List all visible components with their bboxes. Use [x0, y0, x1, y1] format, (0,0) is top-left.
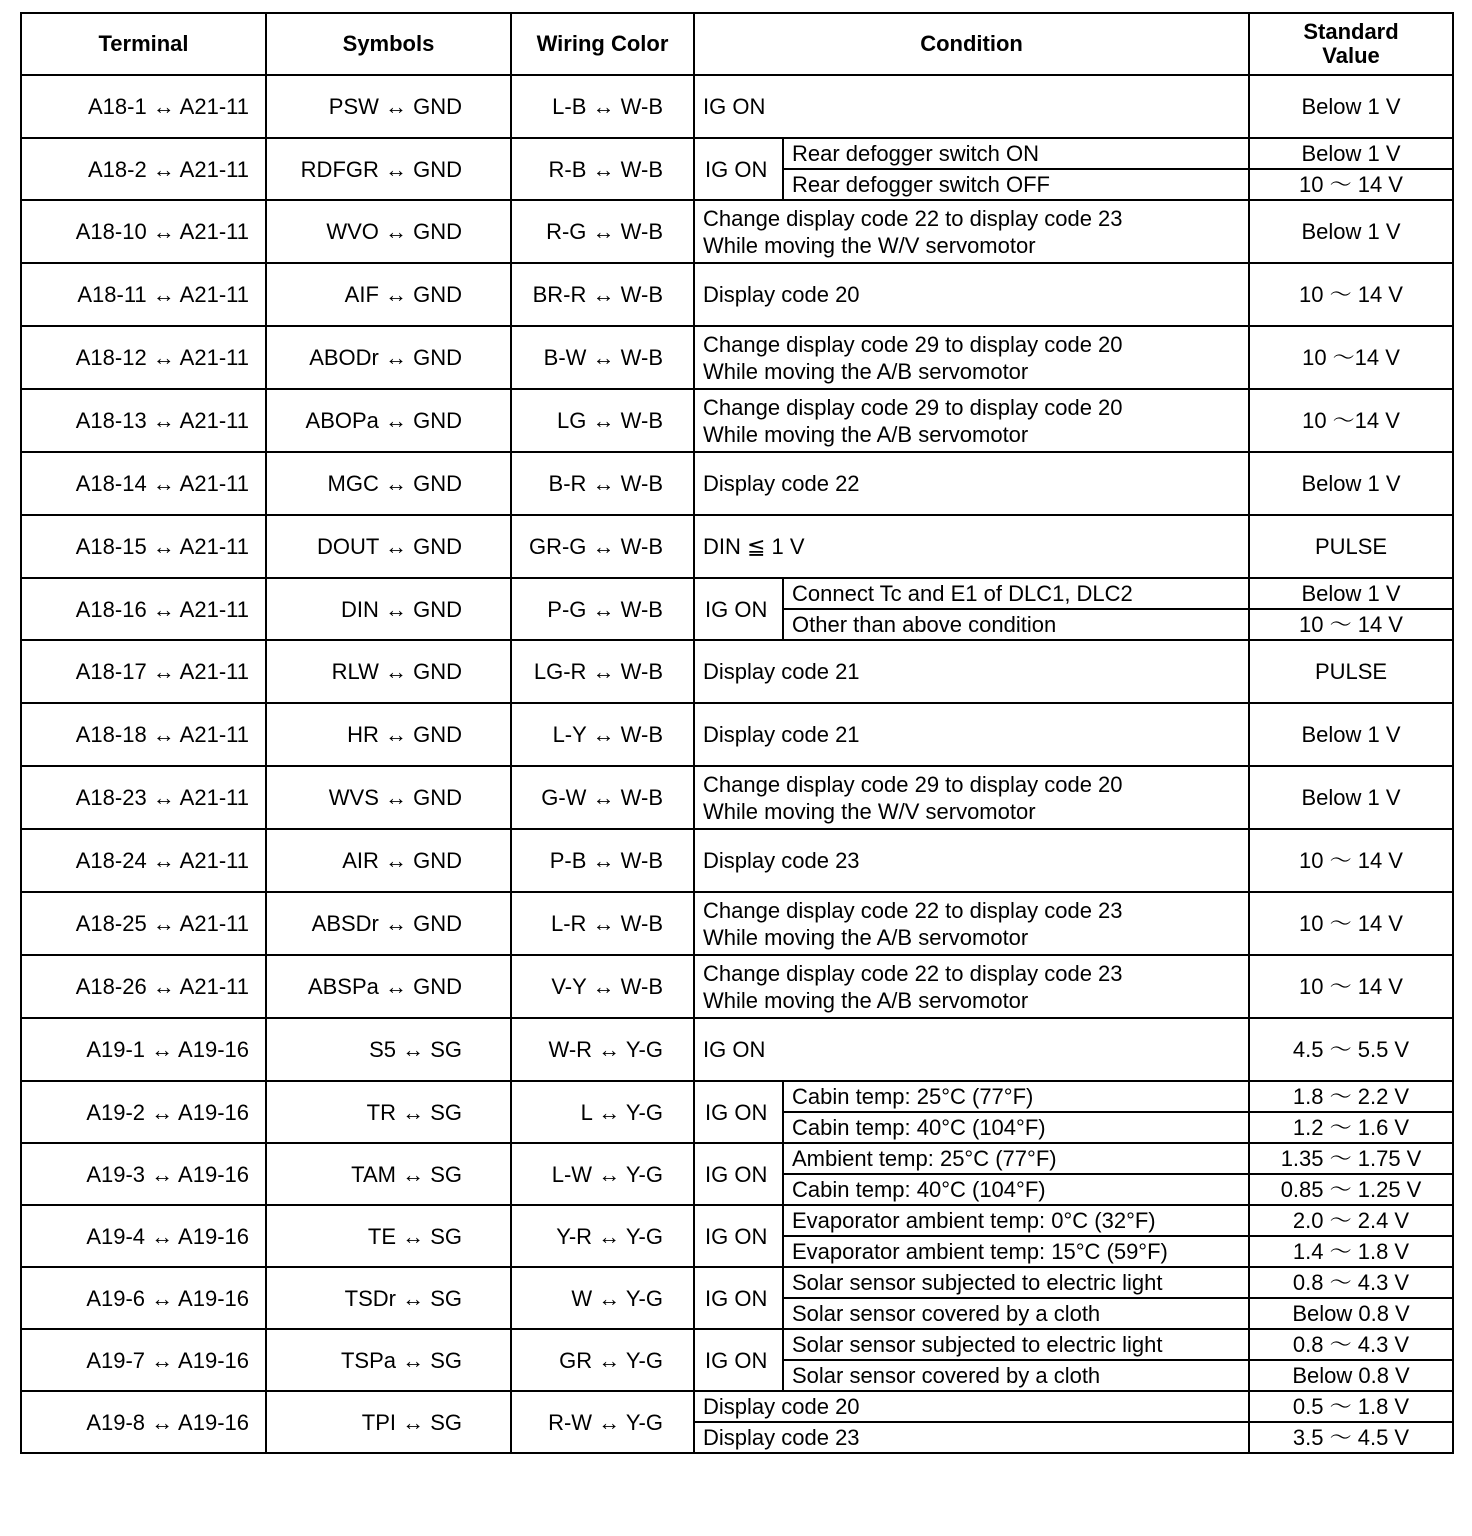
condition-cell: Change display code 22 to display code 23 While moving the A/B servomotor: [694, 892, 1249, 955]
condition-prefix-cell: IG ON: [694, 578, 783, 640]
wiring-color-cell: GR ↔ Y-G: [511, 1329, 694, 1391]
table-row: [21, 452, 1453, 515]
standard-value-cell: Below 0.8 V: [1249, 1360, 1453, 1391]
table-row: [21, 578, 1453, 609]
condition-cell: Display code 21: [694, 703, 1249, 766]
sub-condition-cell: Evaporator ambient temp: 15°C (59°F): [783, 1236, 1249, 1267]
symbols-cell: S5 ↔ SG: [266, 1018, 511, 1081]
standard-value-cell: 10 ～ 14 V: [1249, 829, 1453, 892]
sub-condition-cell: Cabin temp: 25°C (77°F): [783, 1081, 1249, 1112]
sub-condition-cell: Solar sensor covered by a cloth: [783, 1360, 1249, 1391]
condition-cell: Change display code 22 to display code 23 While moving the W/V servomotor: [694, 200, 1249, 263]
wiring-color-cell: R-B ↔ W-B: [511, 138, 694, 200]
condition-cell: Change display code 29 to display code 20 While moving the W/V servomotor: [694, 766, 1249, 829]
symbols-cell: ABOPa ↔ GND: [266, 389, 511, 452]
wiring-color-cell: GR-G ↔ W-B: [511, 515, 694, 578]
terminal-cell: A19-6 ↔ A19-16: [21, 1267, 266, 1329]
condition-cell: Display code 22: [694, 452, 1249, 515]
table-row: [21, 1329, 1453, 1360]
wiring-color-cell: R-G ↔ W-B: [511, 200, 694, 263]
symbols-cell: DIN ↔ GND: [266, 578, 511, 640]
standard-value-cell: 1.8 ～ 2.2 V: [1249, 1081, 1453, 1112]
wiring-color-cell: W-R ↔ Y-G: [511, 1018, 694, 1081]
wiring-color-cell: LG-R ↔ W-B: [511, 640, 694, 703]
terminal-cell: A19-3 ↔ A19-16: [21, 1143, 266, 1205]
wiring-color-cell: L-B ↔ W-B: [511, 75, 694, 138]
symbols-cell: ABSPa ↔ GND: [266, 955, 511, 1018]
standard-value-cell: Below 0.8 V: [1249, 1298, 1453, 1329]
condition-prefix-cell: IG ON: [694, 138, 783, 200]
standard-value-cell: 10 ～ 14 V: [1249, 955, 1453, 1018]
terminal-cell: A18-2 ↔ A21-11: [21, 138, 266, 200]
table-row: [21, 892, 1453, 955]
condition-prefix-cell: IG ON: [694, 1205, 783, 1267]
symbols-cell: AIR ↔ GND: [266, 829, 511, 892]
condition-cell: Change display code 22 to display code 23 While moving the A/B servomotor: [694, 955, 1249, 1018]
symbols-cell: TPI ↔ SG: [266, 1391, 511, 1453]
table-row: [21, 829, 1453, 892]
standard-value-cell: 0.85 ～ 1.25 V: [1249, 1174, 1453, 1205]
symbols-cell: RDFGR ↔ GND: [266, 138, 511, 200]
standard-value-cell: 10 ～ 14 V: [1249, 263, 1453, 326]
table-row: [21, 200, 1453, 263]
terminal-cell: A18-18 ↔ A21-11: [21, 703, 266, 766]
terminal-cell: A18-13 ↔ A21-11: [21, 389, 266, 452]
sub-condition-cell: Connect Tc and E1 of DLC1, DLC2: [783, 578, 1249, 609]
condition-cell: Change display code 29 to display code 20 While moving the A/B servomotor: [694, 389, 1249, 452]
standard-value-cell: 2.0 ～ 2.4 V: [1249, 1205, 1453, 1236]
symbols-cell: TSPa ↔ SG: [266, 1329, 511, 1391]
symbols-cell: TE ↔ SG: [266, 1205, 511, 1267]
symbols-cell: ABODr ↔ GND: [266, 326, 511, 389]
condition-cell: IG ON: [694, 1018, 1249, 1081]
sub-condition-cell: Solar sensor covered by a cloth: [783, 1298, 1249, 1329]
standard-value-cell: 10 ～ 14 V: [1249, 892, 1453, 955]
wiring-color-cell: L-W ↔ Y-G: [511, 1143, 694, 1205]
condition-cell: DIN ≦ 1 V: [694, 515, 1249, 578]
header-terminal: Terminal: [21, 13, 266, 75]
terminal-cell: A19-7 ↔ A19-16: [21, 1329, 266, 1391]
standard-value-cell: Below 1 V: [1249, 75, 1453, 138]
terminal-cell: A18-24 ↔ A21-11: [21, 829, 266, 892]
standard-value-cell: 10 ～ 14 V: [1249, 169, 1453, 200]
table-row: [21, 1143, 1453, 1174]
terminal-cell: A18-12 ↔ A21-11: [21, 326, 266, 389]
symbols-cell: AIF ↔ GND: [266, 263, 511, 326]
standard-value-cell: Below 1 V: [1249, 200, 1453, 263]
sub-condition-cell: Solar sensor subjected to electric light: [783, 1329, 1249, 1360]
wiring-color-cell: V-Y ↔ W-B: [511, 955, 694, 1018]
table-body: [21, 75, 1453, 1453]
wiring-color-cell: R-W ↔ Y-G: [511, 1391, 694, 1453]
symbols-cell: TAM ↔ SG: [266, 1143, 511, 1205]
standard-value-cell: PULSE: [1249, 640, 1453, 703]
condition-cell: Change display code 29 to display code 20 While moving the A/B servomotor: [694, 326, 1249, 389]
terminal-standard-value-table: [20, 12, 1454, 1454]
symbols-cell: RLW ↔ GND: [266, 640, 511, 703]
symbols-cell: WVS ↔ GND: [266, 766, 511, 829]
terminal-cell: A18-15 ↔ A21-11: [21, 515, 266, 578]
table-row: [21, 515, 1453, 578]
table-row: [21, 1205, 1453, 1236]
table-row: [21, 955, 1453, 1018]
wiring-color-cell: L-Y ↔ W-B: [511, 703, 694, 766]
table-row: [21, 1391, 1453, 1422]
wiring-color-cell: P-B ↔ W-B: [511, 829, 694, 892]
standard-value-cell: 0.8 ～ 4.3 V: [1249, 1329, 1453, 1360]
standard-value-cell: 10 ～ 14 V: [1249, 609, 1453, 640]
standard-value-cell: 0.8 ～ 4.3 V: [1249, 1267, 1453, 1298]
standard-value-cell: 1.4 ～ 1.8 V: [1249, 1236, 1453, 1267]
symbols-cell: WVO ↔ GND: [266, 200, 511, 263]
wiring-color-cell: B-W ↔ W-B: [511, 326, 694, 389]
terminal-cell: A19-1 ↔ A19-16: [21, 1018, 266, 1081]
wiring-color-cell: B-R ↔ W-B: [511, 452, 694, 515]
terminal-cell: A18-10 ↔ A21-11: [21, 200, 266, 263]
terminal-cell: A18-25 ↔ A21-11: [21, 892, 266, 955]
header-wiring-color: Wiring Color: [511, 13, 694, 75]
terminal-cell: A19-4 ↔ A19-16: [21, 1205, 266, 1267]
terminal-cell: A18-1 ↔ A21-11: [21, 75, 266, 138]
wiring-color-cell: LG ↔ W-B: [511, 389, 694, 452]
terminal-cell: A19-8 ↔ A19-16: [21, 1391, 266, 1453]
table-row: [21, 326, 1453, 389]
wiring-color-cell: L ↔ Y-G: [511, 1081, 694, 1143]
terminal-cell: A18-23 ↔ A21-11: [21, 766, 266, 829]
wiring-color-cell: G-W ↔ W-B: [511, 766, 694, 829]
standard-value-cell: 4.5 ～ 5.5 V: [1249, 1018, 1453, 1081]
condition-cell: Display code 23: [694, 829, 1249, 892]
terminal-cell: A18-17 ↔ A21-11: [21, 640, 266, 703]
table-row: [21, 640, 1453, 703]
terminal-cell: A18-14 ↔ A21-11: [21, 452, 266, 515]
standard-value-cell: Below 1 V: [1249, 138, 1453, 169]
standard-value-cell: Below 1 V: [1249, 703, 1453, 766]
sub-condition-cell: Cabin temp: 40°C (104°F): [783, 1174, 1249, 1205]
table-row: [21, 1267, 1453, 1298]
sub-condition-cell: Evaporator ambient temp: 0°C (32°F): [783, 1205, 1249, 1236]
standard-value-cell: Below 1 V: [1249, 452, 1453, 515]
table-row: [21, 389, 1453, 452]
wiring-color-cell: P-G ↔ W-B: [511, 578, 694, 640]
terminal-cell: A18-11 ↔ A21-11: [21, 263, 266, 326]
symbols-cell: MGC ↔ GND: [266, 452, 511, 515]
table-row: [21, 1081, 1453, 1112]
wiring-color-cell: BR-R ↔ W-B: [511, 263, 694, 326]
sub-condition-cell: Display code 20: [694, 1391, 1249, 1422]
standard-value-cell: Below 1 V: [1249, 766, 1453, 829]
table-row: [21, 766, 1453, 829]
symbols-cell: HR ↔ GND: [266, 703, 511, 766]
symbols-cell: TSDr ↔ SG: [266, 1267, 511, 1329]
standard-value-cell: 1.2 ～ 1.6 V: [1249, 1112, 1453, 1143]
condition-prefix-cell: IG ON: [694, 1081, 783, 1143]
terminal-cell: A19-2 ↔ A19-16: [21, 1081, 266, 1143]
standard-value-cell: 3.5 ～ 4.5 V: [1249, 1422, 1453, 1453]
symbols-cell: DOUT ↔ GND: [266, 515, 511, 578]
symbols-cell: ABSDr ↔ GND: [266, 892, 511, 955]
header-condition: Condition: [694, 13, 1249, 75]
condition-cell: Display code 21: [694, 640, 1249, 703]
sub-condition-cell: Display code 23: [694, 1422, 1249, 1453]
table-row: [21, 138, 1453, 169]
condition-prefix-cell: IG ON: [694, 1329, 783, 1391]
standard-value-cell: 0.5 ～ 1.8 V: [1249, 1391, 1453, 1422]
standard-value-cell: 1.35 ～ 1.75 V: [1249, 1143, 1453, 1174]
sub-condition-cell: Rear defogger switch ON: [783, 138, 1249, 169]
condition-cell: Display code 20: [694, 263, 1249, 326]
symbols-cell: TR ↔ SG: [266, 1081, 511, 1143]
condition-prefix-cell: IG ON: [694, 1267, 783, 1329]
table-row: [21, 75, 1453, 138]
header-standard-value: Standard Value: [1249, 13, 1453, 75]
sub-condition-cell: Solar sensor subjected to electric light: [783, 1267, 1249, 1298]
table-row: [21, 1018, 1453, 1081]
sub-condition-cell: Rear defogger switch OFF: [783, 169, 1249, 200]
standard-value-cell: 10 ～14 V: [1249, 389, 1453, 452]
table-row: [21, 263, 1453, 326]
symbols-cell: PSW ↔ GND: [266, 75, 511, 138]
standard-value-cell: Below 1 V: [1249, 578, 1453, 609]
condition-prefix-cell: IG ON: [694, 1143, 783, 1205]
sub-condition-cell: Ambient temp: 25°C (77°F): [783, 1143, 1249, 1174]
sub-condition-cell: Other than above condition: [783, 609, 1249, 640]
sub-condition-cell: Cabin temp: 40°C (104°F): [783, 1112, 1249, 1143]
condition-cell: IG ON: [694, 75, 1249, 138]
header-row: [21, 13, 1453, 75]
table-row: [21, 703, 1453, 766]
wiring-color-cell: W ↔ Y-G: [511, 1267, 694, 1329]
standard-value-cell: 10 ～14 V: [1249, 326, 1453, 389]
wiring-color-cell: L-R ↔ W-B: [511, 892, 694, 955]
standard-value-cell: PULSE: [1249, 515, 1453, 578]
header-symbols: Symbols: [266, 13, 511, 75]
terminal-cell: A18-16 ↔ A21-11: [21, 578, 266, 640]
terminal-cell: A18-26 ↔ A21-11: [21, 955, 266, 1018]
wiring-color-cell: Y-R ↔ Y-G: [511, 1205, 694, 1267]
